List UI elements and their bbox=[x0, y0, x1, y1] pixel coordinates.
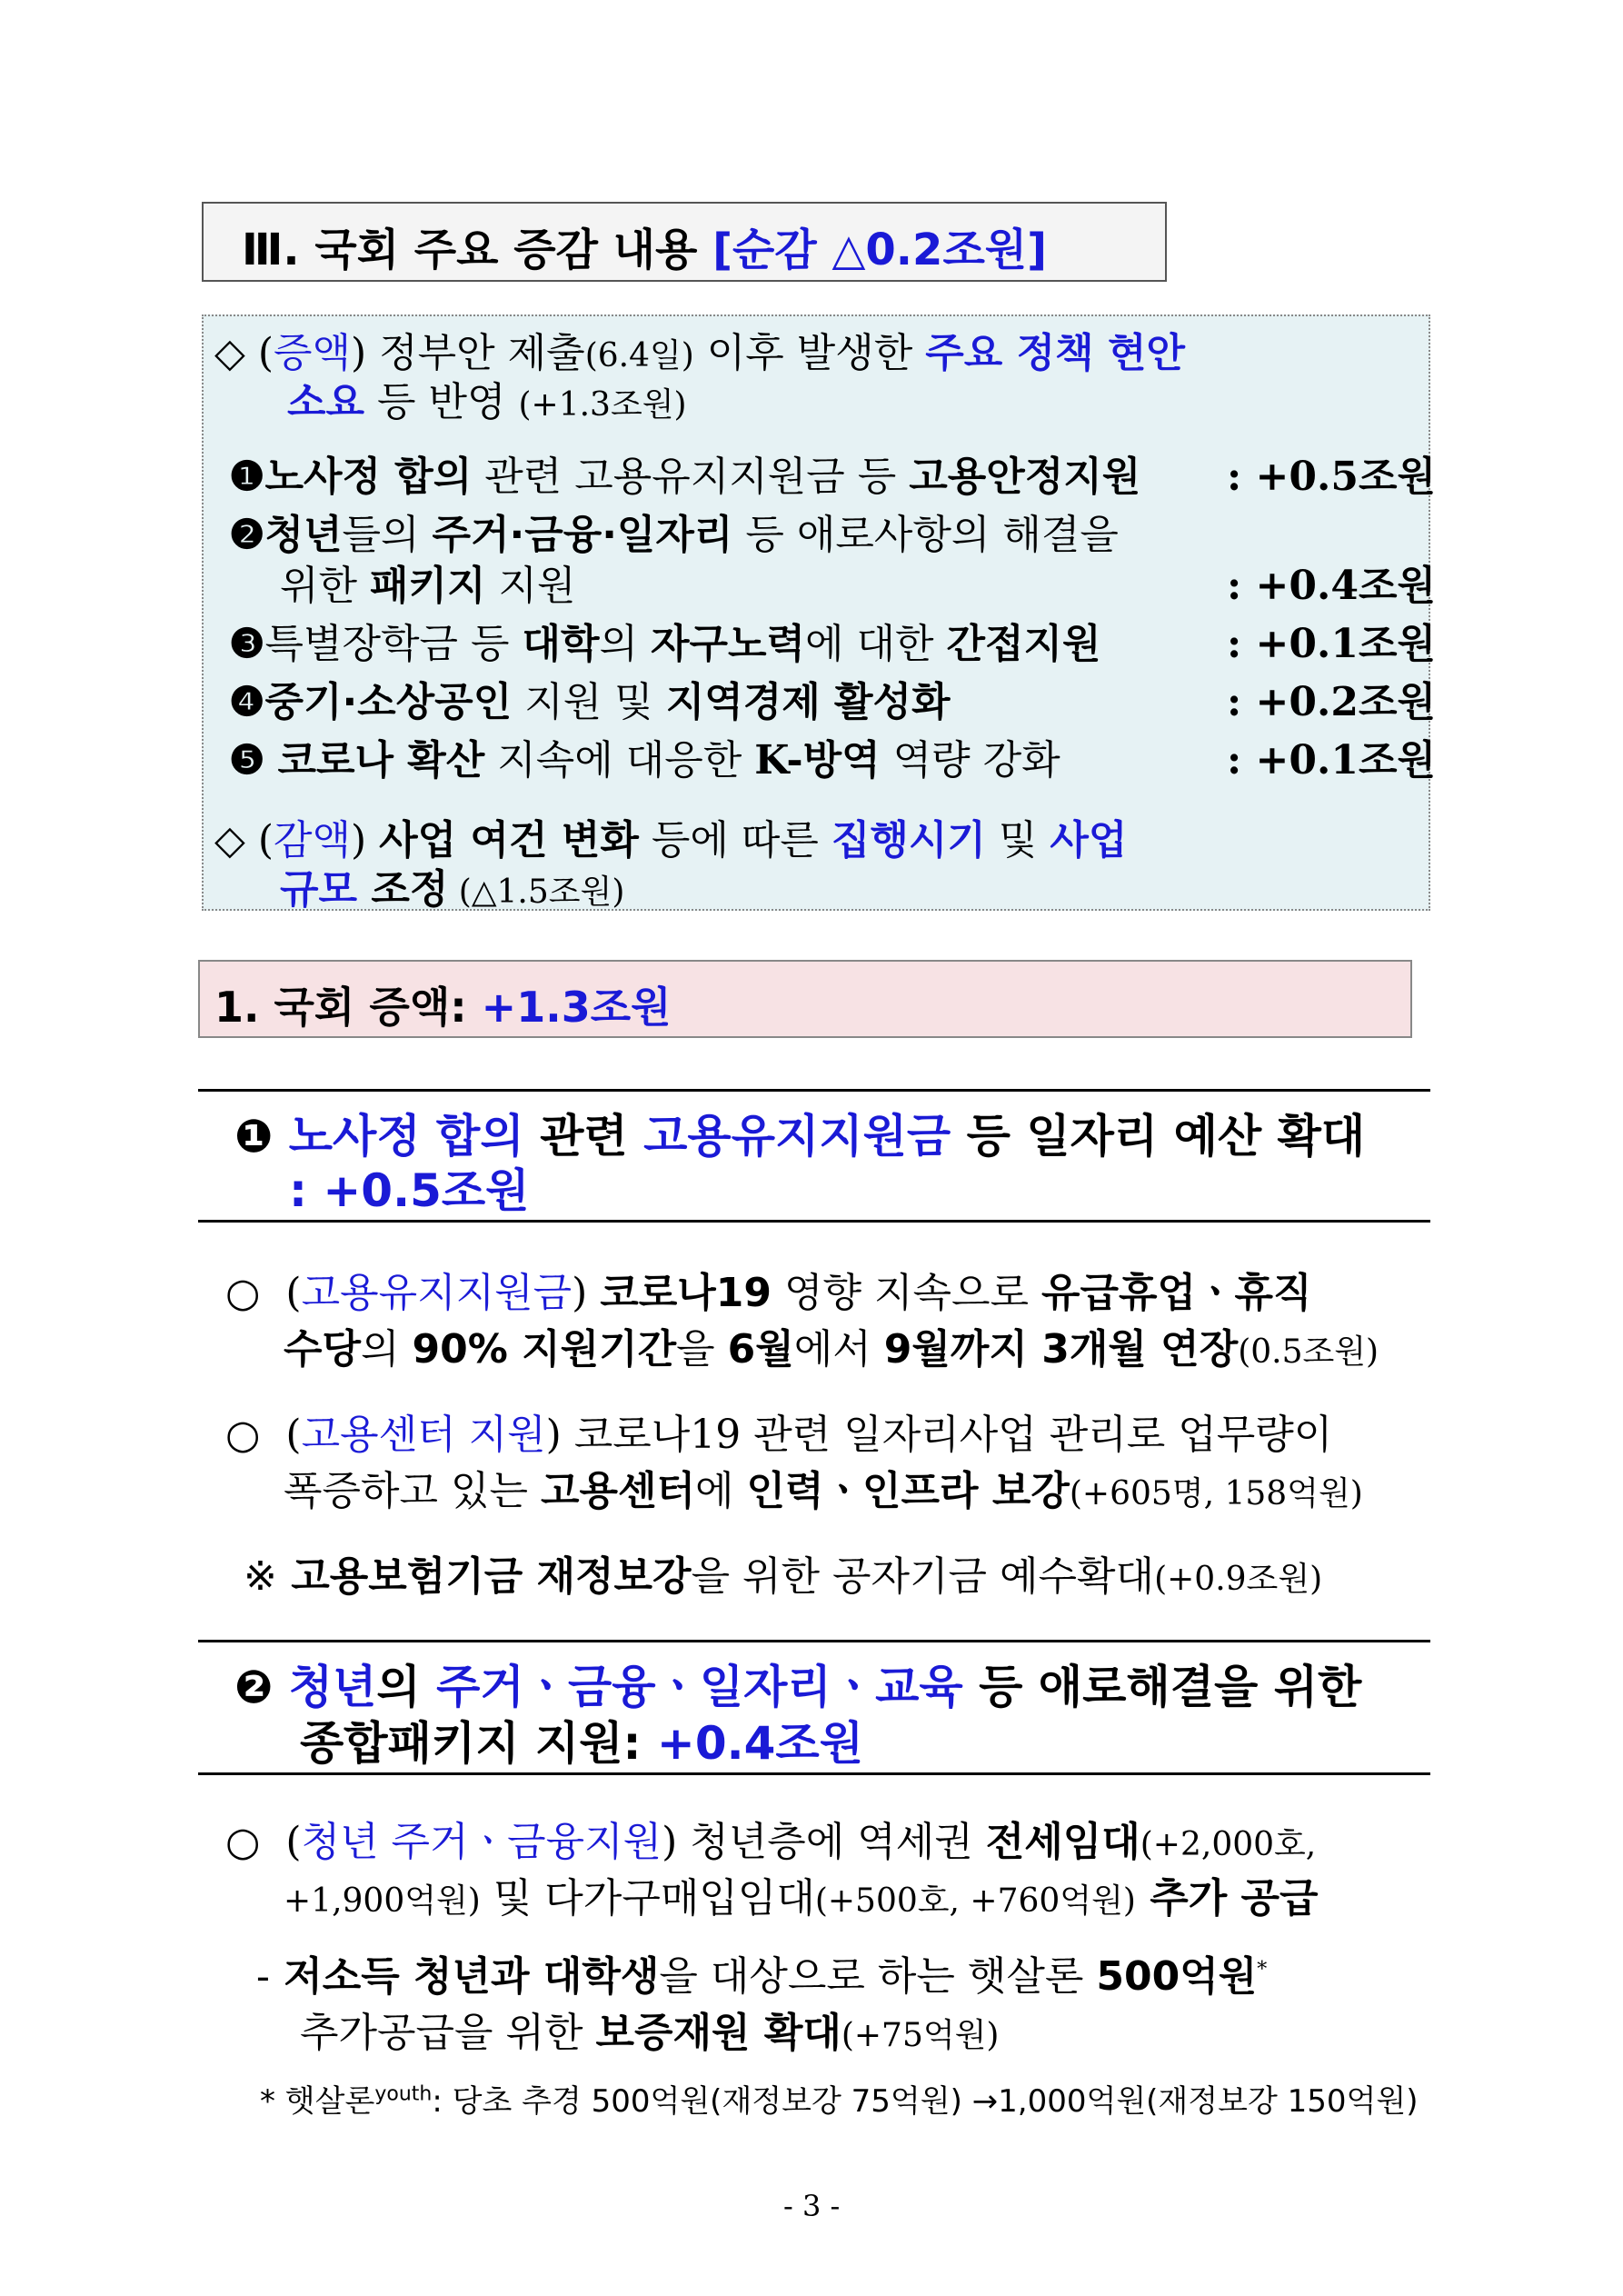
text: ) bbox=[572, 1270, 601, 1316]
text: ) bbox=[351, 817, 380, 863]
bold: 코로나 확산 bbox=[277, 737, 485, 784]
amount-5: : +0.1조원 bbox=[1227, 737, 1436, 784]
bold: 6월 bbox=[727, 1326, 794, 1373]
summary-item-3 bbox=[229, 611, 1100, 669]
text: ) 코로나19 관련 일자리사업 관리로 업무량이 bbox=[545, 1412, 1333, 1458]
text: 에 대한 bbox=[804, 621, 947, 667]
topic1-amount: : +0.5조원 bbox=[289, 1164, 530, 1217]
bold: 9월까지 3개월 연장 bbox=[883, 1326, 1239, 1373]
text: 및 다가구매입임대 bbox=[480, 1875, 815, 1922]
decrease-label: 감액 bbox=[274, 817, 352, 863]
bold: 저소득 청년과 대학생 bbox=[269, 1953, 660, 2000]
topic2-amount: +0.4조원 bbox=[656, 1717, 863, 1770]
text: 위한 bbox=[280, 563, 370, 609]
text: 및 bbox=[985, 817, 1050, 863]
amount: (+0.9조원) bbox=[1154, 1561, 1323, 1598]
footnote bbox=[260, 2076, 1418, 2121]
bold: 간접지원 bbox=[946, 621, 1101, 667]
section1-title-text: 1. 국회 증액: bbox=[214, 983, 482, 1032]
text: 등 반영 bbox=[364, 379, 519, 425]
bold: 500억원 bbox=[1096, 1953, 1258, 2000]
text: 의 bbox=[376, 1661, 437, 1713]
topic2-dash1-line1 bbox=[256, 1943, 1267, 2002]
text: 영향 지속으로 bbox=[772, 1270, 1041, 1316]
topic2-dash1-line2 bbox=[300, 2000, 999, 2058]
bold: 패키지 bbox=[370, 563, 486, 609]
highlight: 고용유지지원금 bbox=[643, 1110, 951, 1163]
section3-title bbox=[242, 215, 1047, 277]
footnote-mark: * bbox=[1257, 1958, 1268, 1982]
text: 관련 고용유지지원금 등 bbox=[472, 454, 910, 500]
circle-bullet: ○ bbox=[225, 1819, 261, 1865]
divider bbox=[198, 1772, 1430, 1775]
summary-item-1 bbox=[229, 444, 1140, 502]
highlight: 규모 bbox=[280, 866, 358, 913]
text: 종합패키지 지원: bbox=[300, 1717, 657, 1770]
amount-1: : +0.5조원 bbox=[1227, 454, 1436, 500]
topic1-para2-line1 bbox=[225, 1402, 1332, 1460]
highlight: 집행시기 bbox=[831, 817, 986, 863]
text: 의 bbox=[361, 1326, 413, 1373]
topic1-para2-line2 bbox=[284, 1458, 1363, 1516]
topic1-para1-line1 bbox=[225, 1260, 1312, 1318]
superscript: youth bbox=[374, 2082, 433, 2106]
topic1-para1-line2 bbox=[284, 1316, 1379, 1374]
amount: (0.5조원) bbox=[1238, 1333, 1379, 1371]
bold: 자구노력 bbox=[650, 621, 805, 667]
divider bbox=[198, 1089, 1430, 1092]
text: 등 일자리 예산 확대 bbox=[951, 1110, 1366, 1163]
topic2-para1-line2 bbox=[284, 1865, 1319, 1923]
text: 지원 bbox=[485, 563, 576, 609]
bold: 보증재원 확대 bbox=[595, 2010, 841, 2056]
increase-label: 증액 bbox=[274, 330, 352, 376]
bold: 노사정 합의 bbox=[264, 454, 473, 500]
text: ( bbox=[285, 1819, 302, 1865]
text: 들의 bbox=[342, 512, 433, 558]
divider bbox=[198, 1220, 1430, 1223]
page-number: - 3 - bbox=[783, 2189, 841, 2223]
bold: 인력ㆍ인프라 보강 bbox=[746, 1468, 1070, 1514]
diamond-bullet: ◇ ( bbox=[214, 330, 274, 376]
num-4: ❹ bbox=[229, 679, 265, 725]
highlight: 주요 정책 현안 bbox=[925, 330, 1185, 376]
bold: 사업 여건 변화 bbox=[379, 817, 639, 863]
amount: (+2,000호, bbox=[1140, 1826, 1317, 1863]
bold: 코로나19 bbox=[600, 1270, 772, 1316]
num-2: ❷ bbox=[234, 1661, 289, 1713]
text: 등 애로사항의 해결을 bbox=[732, 512, 1119, 558]
amount-4: : +0.2조원 bbox=[1227, 679, 1436, 725]
text: 의 bbox=[599, 621, 651, 667]
bold: 수당 bbox=[284, 1326, 362, 1373]
text: 관련 bbox=[523, 1110, 644, 1163]
summary-item-2 bbox=[229, 502, 1119, 560]
highlight: 고용센터 지원 bbox=[301, 1412, 546, 1458]
num-2: ❷ bbox=[229, 512, 265, 558]
bold: 주거·금융·일자리 bbox=[432, 512, 733, 558]
highlight: 노사정 합의 bbox=[288, 1110, 524, 1163]
highlight: 청년 bbox=[288, 1661, 377, 1713]
section1-title-amount: +1.3조원 bbox=[481, 983, 672, 1032]
bold: 유급휴업ㆍ휴직 bbox=[1041, 1270, 1312, 1316]
text: 에서 bbox=[793, 1326, 884, 1373]
text: 추가공급을 위한 bbox=[300, 2010, 596, 2056]
highlight: 사업 bbox=[1050, 817, 1128, 863]
section3-title-text: Ⅲ. 국회 주요 증감 내용 bbox=[242, 225, 713, 275]
bold: 90% 지원기간 bbox=[412, 1326, 677, 1373]
bold: 지역경제 활성화 bbox=[665, 679, 951, 725]
summary-box bbox=[202, 314, 1436, 913]
dash-bullet: - bbox=[256, 1953, 270, 2000]
text: 햇살론 bbox=[275, 2083, 375, 2120]
text: 을 대상으로 하는 햇살론 bbox=[659, 1953, 1097, 2000]
bold: 고용안정지원 bbox=[909, 454, 1141, 500]
text: 이후 발생한 bbox=[693, 330, 926, 376]
num-3: ❸ bbox=[229, 621, 265, 667]
circle-bullet: ○ bbox=[225, 1270, 261, 1316]
text: ) 청년층에 역세권 bbox=[662, 1819, 986, 1865]
topic2-para1-line1 bbox=[225, 1809, 1316, 1867]
section3-title-box bbox=[202, 202, 1167, 282]
amount-3: : +0.1조원 bbox=[1227, 621, 1436, 667]
text: ) 정부안 제출 bbox=[351, 330, 585, 376]
text: 지원 및 bbox=[512, 679, 666, 725]
text: 을 위한 공자기금 예수확대 bbox=[691, 1553, 1155, 1600]
text: 등에 따른 bbox=[638, 817, 831, 863]
increase-line-2 bbox=[287, 369, 687, 427]
amount: (+1.3조원) bbox=[518, 386, 687, 424]
text: 등 애로해결을 위한 bbox=[962, 1661, 1362, 1713]
num-1: ❶ bbox=[229, 454, 265, 500]
text: 폭증하고 있는 bbox=[284, 1468, 541, 1514]
highlight: 주거ㆍ금융ㆍ일자리ㆍ교육 bbox=[436, 1661, 963, 1713]
bold: 추가 공급 bbox=[1135, 1875, 1319, 1922]
text: 역량 강화 bbox=[880, 737, 1060, 784]
section1-title bbox=[214, 974, 672, 1034]
highlight: 소요 bbox=[287, 379, 365, 425]
bold: 중기·소상공인 bbox=[264, 679, 513, 725]
section1-title-box bbox=[198, 960, 1412, 1038]
text: (6.4일) bbox=[584, 337, 694, 374]
summary-item-4 bbox=[229, 669, 951, 727]
summary-item-2-line-2 bbox=[280, 553, 576, 611]
decrease-line-2 bbox=[280, 856, 624, 914]
amount: (△1.5조원) bbox=[448, 873, 625, 911]
amount: (+605명, 158억원) bbox=[1069, 1475, 1363, 1512]
circle-bullet: ○ bbox=[225, 1412, 261, 1458]
highlight: 청년 주거ㆍ금융지원 bbox=[301, 1819, 662, 1865]
amount-2: : +0.4조원 bbox=[1227, 563, 1436, 609]
topic2-heading-line2 bbox=[300, 1707, 863, 1772]
amount: (+500호, +760억원) bbox=[814, 1882, 1136, 1920]
divider bbox=[198, 1640, 1430, 1642]
num-1: ❶ bbox=[234, 1110, 289, 1163]
text: 을 bbox=[676, 1326, 728, 1373]
amount: (+75억원) bbox=[841, 2017, 1000, 2054]
bold: K-방역 bbox=[754, 737, 881, 784]
bold: 고용센터 bbox=[541, 1468, 696, 1514]
text: 에 bbox=[695, 1468, 747, 1514]
num-5: ❺ bbox=[229, 737, 265, 784]
bold: 조정 bbox=[357, 866, 449, 913]
bold: 고용보험기금 재정보강 bbox=[276, 1553, 692, 1600]
amount: +1,900억원) bbox=[284, 1882, 481, 1920]
diamond-bullet: ◇ ( bbox=[214, 817, 274, 863]
bold: 전세임대 bbox=[985, 1819, 1140, 1865]
topic1-note bbox=[244, 1543, 1322, 1602]
text: ( bbox=[285, 1412, 302, 1458]
summary-item-5 bbox=[229, 727, 1060, 785]
section3-title-net: [순감 △0.2조원] bbox=[712, 225, 1048, 275]
highlight: 고용유지지원금 bbox=[301, 1270, 573, 1316]
text: 특별장학금 등 bbox=[264, 621, 523, 667]
footnote-mark: * bbox=[260, 2083, 275, 2120]
text: ( bbox=[285, 1270, 302, 1316]
text: : 당초 추경 500억원(재정보강 75억원) →1,000억원(재정보강 150억원) bbox=[432, 2083, 1419, 2120]
bold: 청년 bbox=[264, 512, 343, 558]
text: 지속에 대응한 bbox=[484, 737, 755, 784]
bold: 대학 bbox=[522, 621, 600, 667]
note-mark: ※ bbox=[244, 1553, 277, 1600]
